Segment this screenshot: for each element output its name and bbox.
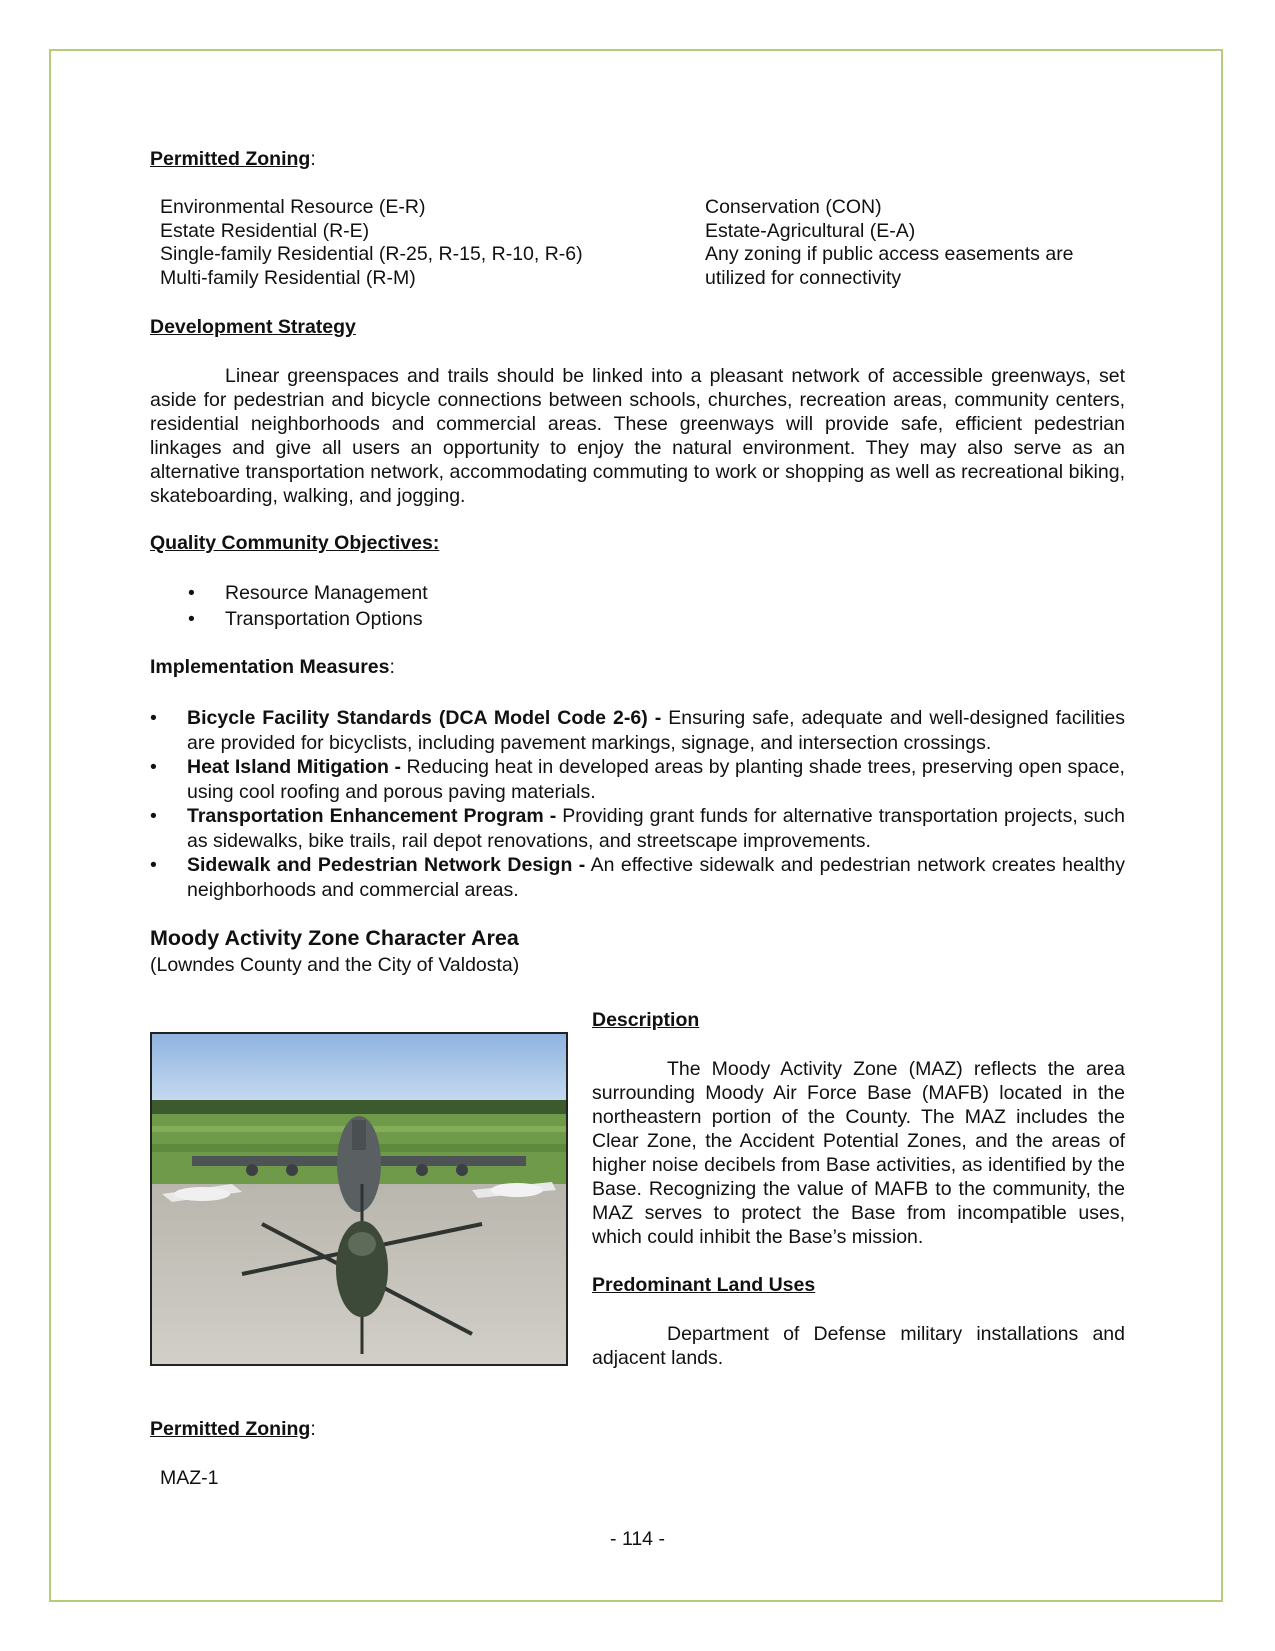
description-text: The Moody Activity Zone (MAZ) reflects the area surrounding Moody Air Force Base (MAFB) located in the northeastern portion of the County. The MAZ includes the Clear Zone, the Accident Potential Zones, and the areas of higher noise decibels from Base activities, as identified by the Base. Recognizing the value of MAFB to the community, the MAZ serves to protect the Base from incompatible uses, which could inhibit the Base’s mission. xyxy=(592,1058,1125,1248)
list-item: • Transportation Options xyxy=(188,608,423,630)
zoning-left-column xyxy=(160,196,583,290)
section-title: Moody Activity Zone Character Area xyxy=(150,926,519,950)
zoning-item: Multi-family Residential (R-M) xyxy=(160,266,416,289)
zoning-item: utilized for connectivity xyxy=(705,266,902,289)
zoning-item: Any zoning if public access easements are xyxy=(705,243,1074,265)
zoning-item: Conservation (CON) xyxy=(705,196,882,218)
zoning-item: Environmental Resource (E-R) xyxy=(160,196,426,218)
zoning-item: Estate-Agricultural (E-A) xyxy=(705,219,916,242)
list-item: • Resource Management xyxy=(188,582,428,604)
zoning-value: MAZ-1 xyxy=(160,1467,219,1489)
implementation-heading: Implementation Measures: xyxy=(150,656,395,678)
list-item: • Transportation Enhancement Program - Providing grant funds for alternative transportation projects, such as sidewalks, bike trails, rail depot renovations, and streetscape improvements. xyxy=(150,805,1125,852)
aircraft-photo xyxy=(150,1032,568,1366)
permitted-zoning-heading-2: Permitted Zoning: xyxy=(150,1418,316,1440)
section-subtitle: (Lowndes County and the City of Valdosta) xyxy=(150,954,520,976)
permitted-zoning-heading: Permitted Zoning: xyxy=(150,148,316,170)
zoning-right-column xyxy=(705,196,1074,290)
list-item: • Heat Island Mitigation - Reducing heat in developed areas by planting shade trees, preserving open space, using cool roofing and porous paving materials. xyxy=(150,756,1125,803)
measures-list xyxy=(150,706,1125,902)
description-heading: Description xyxy=(592,1009,700,1031)
land-uses-text: Department of Defense military installations and adjacent lands. xyxy=(592,1323,1125,1369)
zoning-item: Single-family Residential (R-25, R-15, R-10, R-6) xyxy=(160,243,583,265)
zoning-item: Estate Residential (R-E) xyxy=(160,219,370,242)
page-number: - 114 - xyxy=(610,1528,665,1550)
development-strategy-text: Linear greenspaces and trails should be linked into a pleasant network of accessible greenways, set aside for pedestrian and bicycle connections between schools, churches, recreation areas, community centers, residential neighborhoods and commercial areas. These greenways will provide safe, efficient pedestrian linkages and give all users an opportunity to enjoy the natural environment. They may also serve as an alternative transportation network, accommodating commuting to work or shopping as well as recreational biking, skateboarding, walking, and jogging. xyxy=(150,365,1125,507)
objectives-list xyxy=(188,580,428,632)
objectives-heading: Quality Community Objectives: xyxy=(150,532,440,554)
development-strategy-heading: Development Strategy xyxy=(150,316,356,338)
land-uses-heading: Predominant Land Uses xyxy=(592,1274,816,1296)
list-item: • Bicycle Facility Standards (DCA Model Code 2-6) - Ensuring safe, adequate and well-designed facilities are provided for bicyclists, including pavement markings, signage, and intersection crossings. xyxy=(150,707,1125,754)
list-item: • Sidewalk and Pedestrian Network Design - An effective sidewalk and pedestrian network creates healthy neighborhoods and commercial areas. xyxy=(150,854,1125,901)
